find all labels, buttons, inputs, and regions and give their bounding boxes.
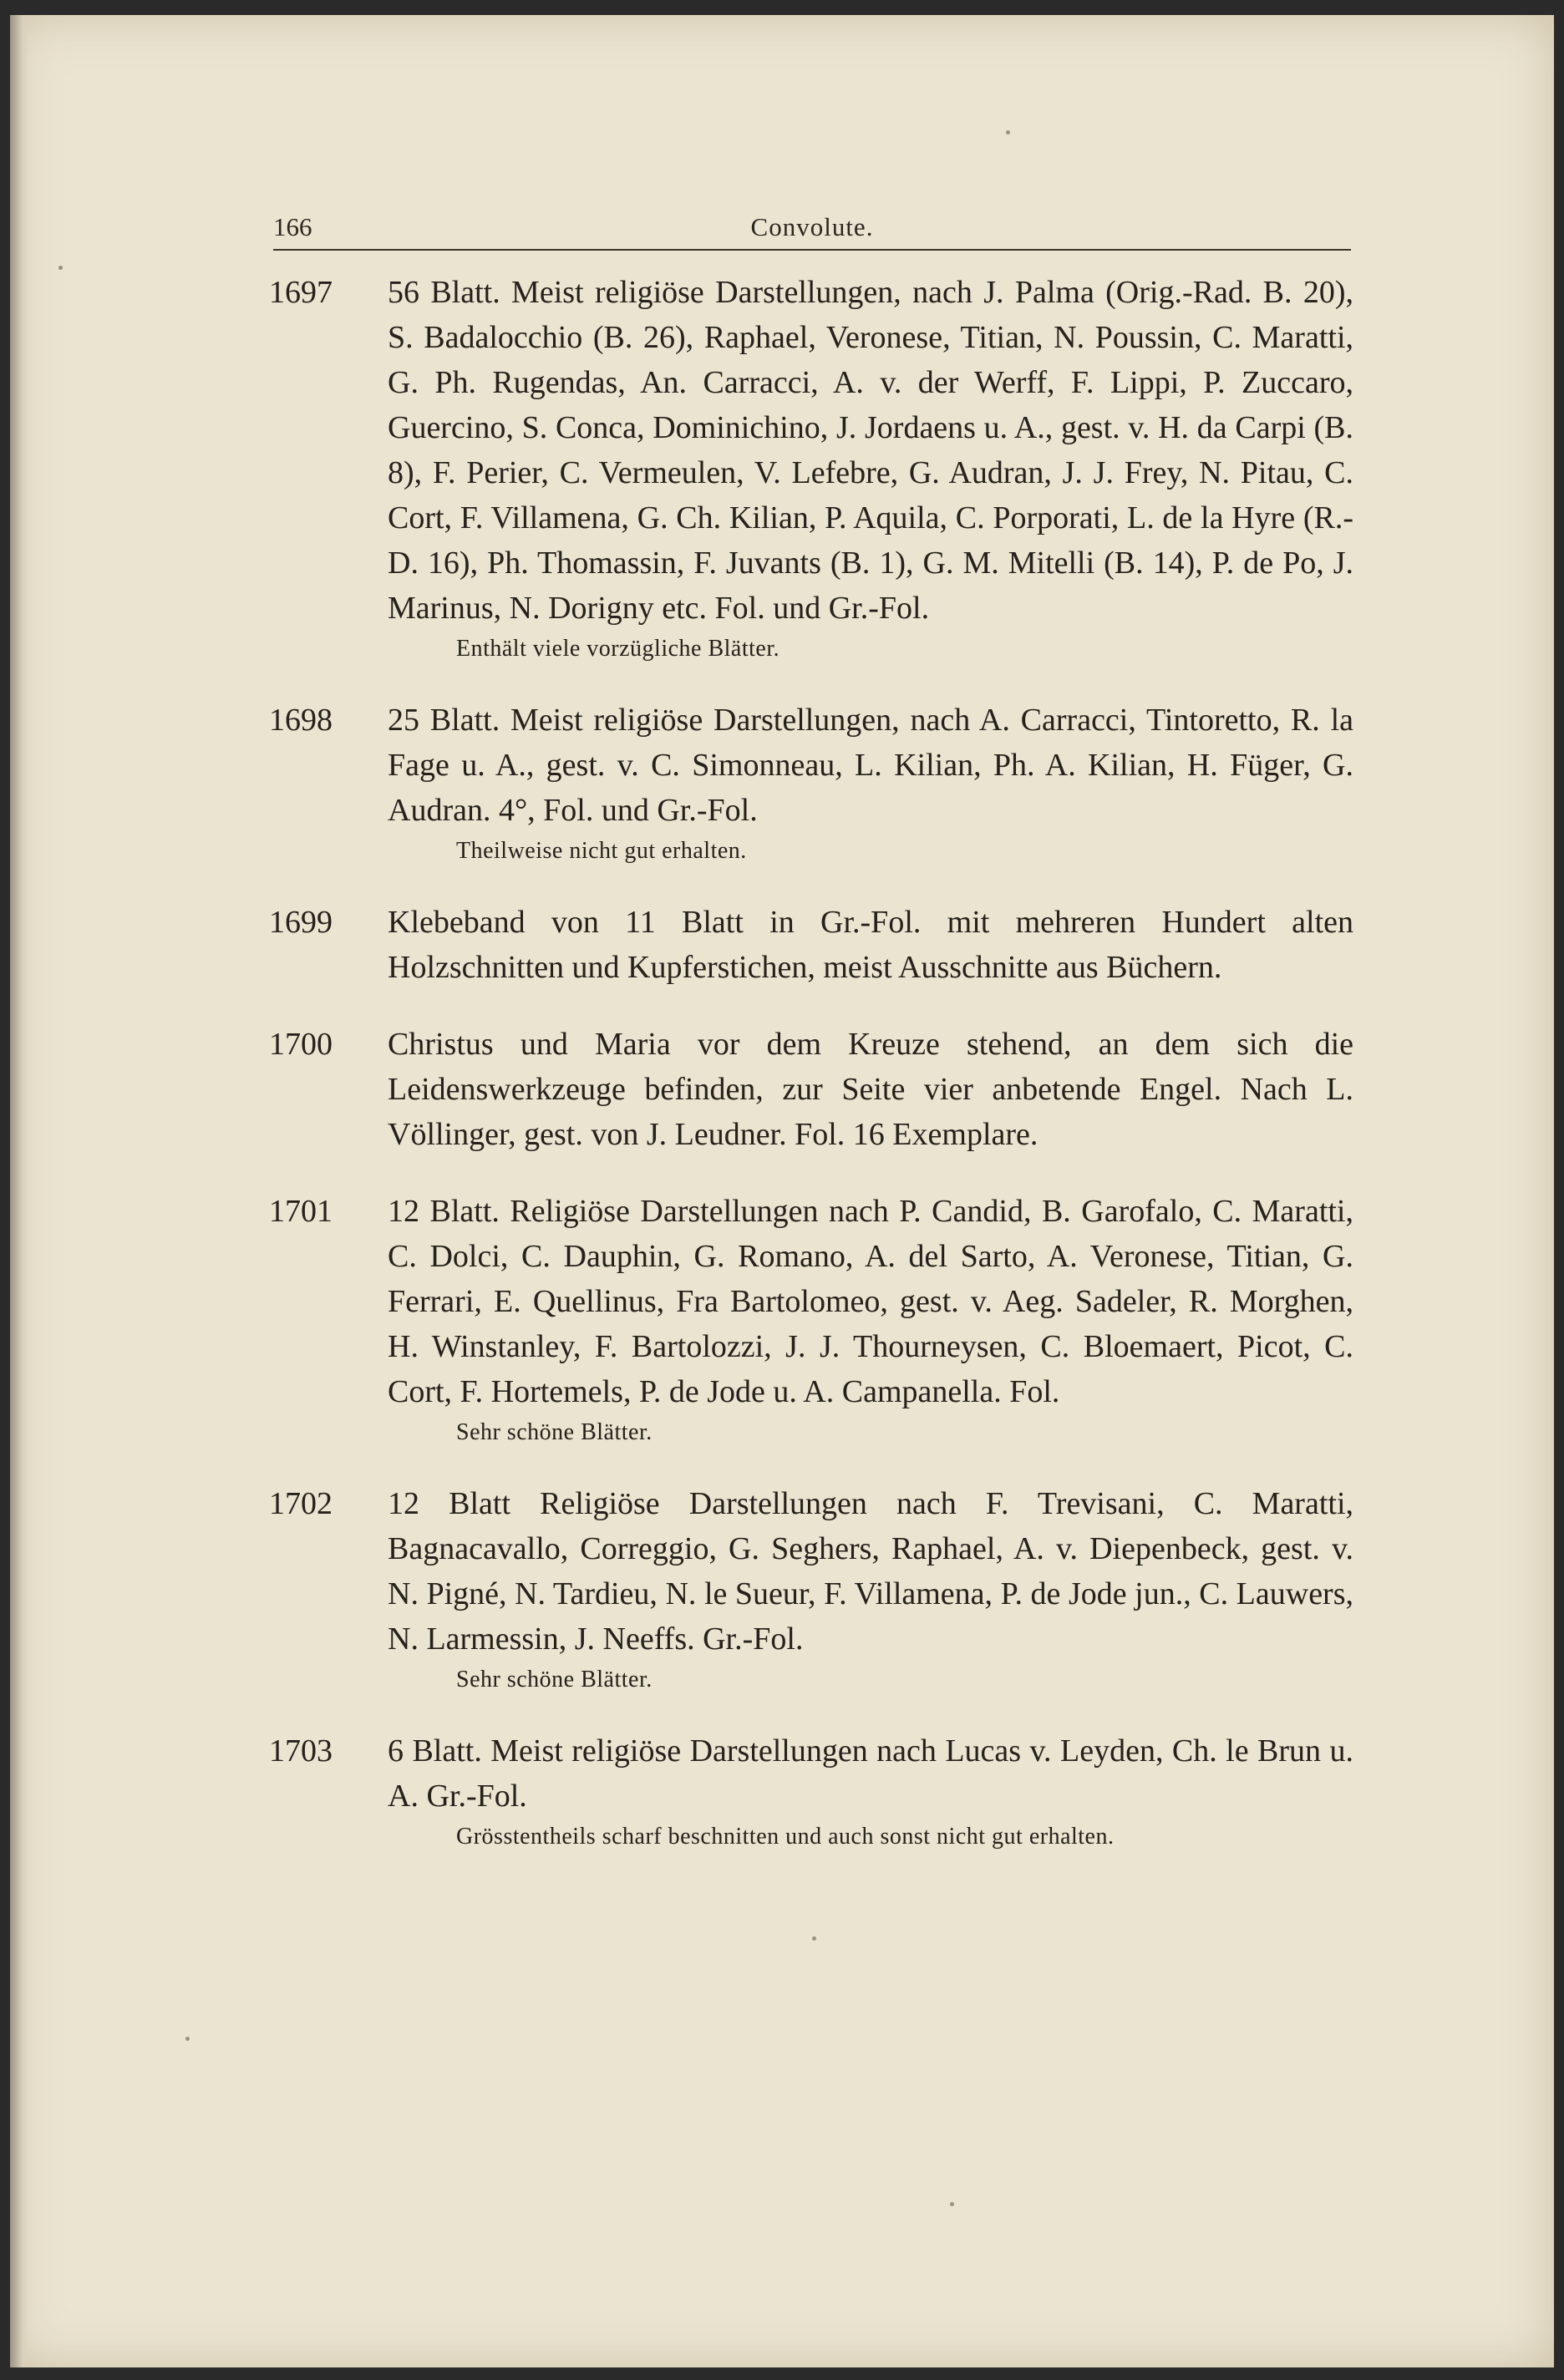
catalogue-entry [269, 900, 1353, 990]
running-head: Convolute. [750, 212, 874, 241]
entry-note: Sehr schöne Blätter. [456, 1419, 653, 1445]
paper-speck [1006, 130, 1010, 134]
entry-text: Klebeband von 11 Blatt in Gr.-Fol. mit mehreren Hundert alten Holzschnitten und Kupferstichen, meist Ausschnitte aus Büchern. [388, 905, 1353, 985]
page-header [273, 199, 1351, 251]
catalogue-entry [269, 1481, 1353, 1697]
entry-note: Grösstentheils scharf beschnitten und auch sonst nicht gut erhalten. [456, 1824, 1115, 1850]
entry-note: Theilweise nicht gut erhalten. [456, 838, 747, 864]
lot-number: 1699 [269, 905, 333, 940]
page-number: 166 [273, 212, 312, 241]
entry-text: 25 Blatt. Meist religiöse Darstellungen, nach A. Carracci, Tintoretto, R. la Fage u. A., gest. v. C. Simonneau, L. Kilian, Ph. A. Kilian, H. Füger, G. Audran. 4°, Fol. und Gr.-Fol. [388, 703, 1353, 828]
entry-text: Christus und Maria vor dem Kreuze stehend, an dem sich die Leidenswerkzeuge befinden, zur Seite vier anbetende Engel. Nach L. Völlinger, gest. von J. Leudner. Fol. 16 Exemplare. [388, 1027, 1353, 1152]
catalogue-entry [269, 1022, 1353, 1157]
entry-text: 12 Blatt Religiöse Darstellungen nach F. Trevisani, C. Maratti, Bagnacavallo, Correggio, G. Seghers, Raphael, A. v. Diepenbeck, gest. v. N. Pigné, N. Tardieu, N. le Sueur, F. Villamena, P. de Jode jun., C. Lauwers, N. Larmessin, J. Neeffs. Gr.-Fol. [388, 1486, 1353, 1657]
catalogue-entry [269, 270, 1353, 666]
paper-speck [950, 2202, 954, 2206]
book-page [10, 15, 1554, 2367]
catalogue-entries [269, 270, 1353, 1885]
paper-speck [185, 2037, 190, 2041]
lot-number: 1701 [269, 1194, 333, 1229]
paper-speck [812, 1936, 816, 1941]
lot-number: 1698 [269, 703, 333, 738]
catalogue-entry [269, 1189, 1353, 1449]
paper-speck [58, 266, 63, 270]
catalogue-entry [269, 698, 1353, 868]
entry-text: 56 Blatt. Meist religiöse Darstellungen, nach J. Palma (Orig.-Rad. B. 20), S. Badalocchio (B. 26), Raphael, Veronese, Titian, N. Poussin, C. Maratti, G. Ph. Rugendas, An. Carracci, A. v. der Werff, F. Lippi, P. Zuccaro, Guercino, S. Conca, Dominichino, J. Jordaens u. A., gest. v. H. da Carpi (B. 8), F. Perier, C. Vermeulen, V. Lefebre, G. Audran, J. J. Frey, N. Pitau, C. Cort, F. Villamena, G. Ch. Kilian, P. Aquila, C. Porporati, L. de la Hyre (R.-D. 16), Ph. Thomassin, F. Juvants (B. 1), G. M. Mitelli (B. 14), P. de Po, J. Marinus, N. Dorigny etc. Fol. und Gr.-Fol. [388, 275, 1353, 626]
lot-number: 1700 [269, 1027, 333, 1062]
lot-number: 1703 [269, 1733, 333, 1769]
entry-text: 12 Blatt. Religiöse Darstellungen nach P. Candid, B. Garofalo, C. Maratti, C. Dolci, C. Dauphin, G. Romano, A. del Sarto, A. Veronese, Titian, G. Ferrari, E. Quellinus, Fra Bartolomeo, gest. v. Aeg. Sadeler, R. Morghen, H. Winstanley, F. Bartolozzi, J. J. Thourneysen, C. Bloemaert, Picot, C. Cort, F. Hortemels, P. de Jode u. A. Campanella. Fol. [388, 1194, 1353, 1409]
entry-note: Sehr schöne Blätter. [456, 1667, 653, 1692]
catalogue-entry [269, 1728, 1353, 1854]
entry-note: Enthält viele vorzügliche Blätter. [456, 636, 780, 662]
lot-number: 1702 [269, 1486, 333, 1521]
entry-text: 6 Blatt. Meist religiöse Darstellungen nach Lucas v. Leyden, Ch. le Brun u. A. Gr.-Fol. [388, 1733, 1353, 1814]
lot-number: 1697 [269, 275, 333, 310]
